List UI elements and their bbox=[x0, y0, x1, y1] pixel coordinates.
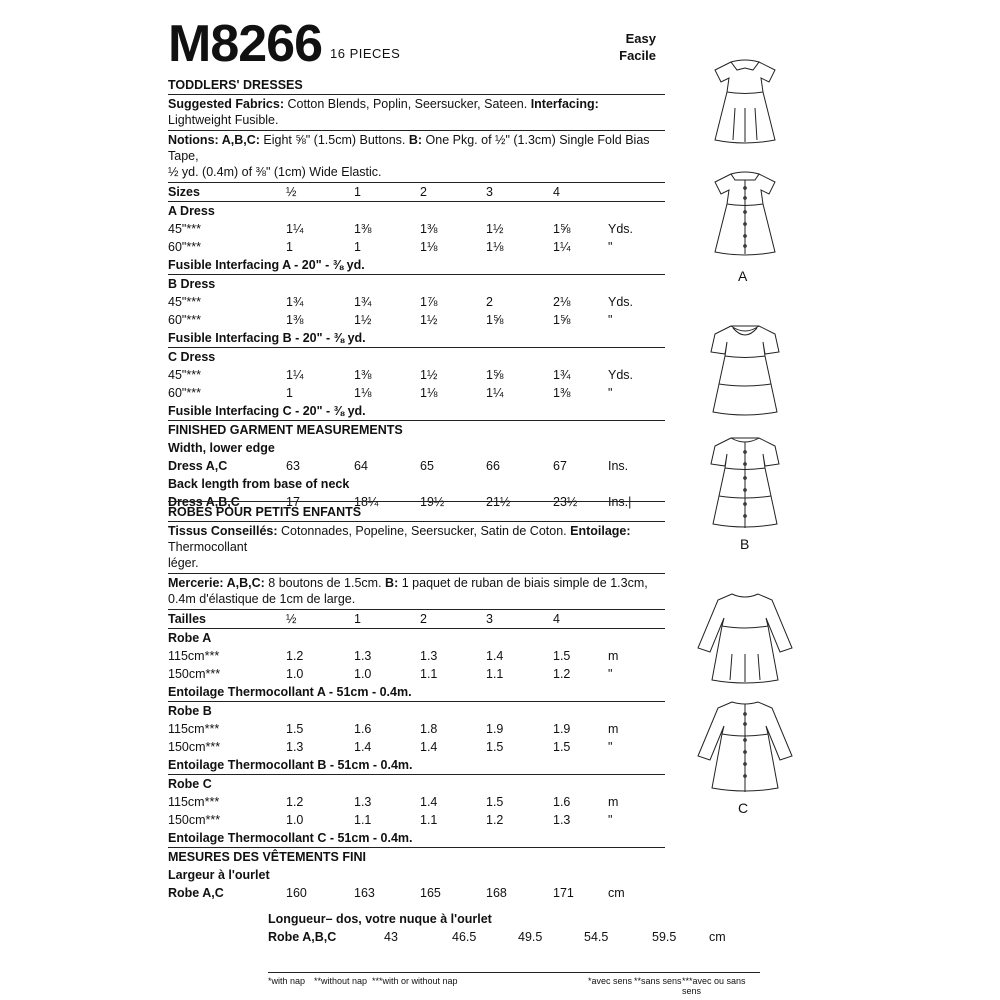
french-length-block bbox=[268, 910, 738, 946]
notions-block: Mercerie: A,B,C: 8 boutons de 1.5cm. B: 1 paquet de ruban de biais simple de 1.3cm, 0.4m d'élastique de 1cm de large. bbox=[168, 574, 665, 610]
sizes-header: Sizes ½ 1 2 3 4 bbox=[168, 183, 665, 202]
dress-c-back-illustration bbox=[690, 692, 800, 796]
dress-a-front-illustration bbox=[705, 48, 785, 148]
footnote-en-2: **without nap bbox=[314, 976, 368, 986]
footnote-fr-2: **sans sens bbox=[634, 976, 682, 986]
footnotes bbox=[268, 972, 760, 996]
french-section bbox=[168, 503, 665, 902]
width-row: Robe A,C 160 163 165 168 171 cm bbox=[168, 886, 625, 900]
footnote-en-3: ***with or without nap bbox=[372, 976, 458, 986]
dress-b-front-illustration bbox=[703, 312, 787, 422]
section-title: ROBES POUR PETITS ENFANTS bbox=[168, 503, 665, 522]
length-label: Back length from base of neck bbox=[168, 477, 350, 491]
view-name: Robe A bbox=[168, 631, 212, 645]
notions-block: Notions: A,B,C: Eight ⅝" (1.5cm) Buttons. B: One Pkg. of ½" (1.3cm) Single Fold Bias Tape, ½ yd. (0.4m) of ⅜" (1cm) Wide Elastic. bbox=[168, 131, 665, 183]
interfacing-row: Entoilage Thermocollant A - 51cm - 0.4m. bbox=[168, 683, 665, 702]
length-row: Dress A,B,C 17 18¼ 19½ 21½ 23½ Ins.| bbox=[168, 495, 632, 509]
dress-b-back-illustration bbox=[703, 424, 787, 534]
footnote-en-1: *with nap bbox=[268, 976, 306, 986]
yardage-row: 45"*** 1¾ 1¾ 1⅞ 2 2⅛ Yds. bbox=[168, 295, 634, 309]
yardage-row: 60"*** 1 1⅛ 1⅛ 1¼ 1⅜ " bbox=[168, 386, 613, 400]
view-name: Robe C bbox=[168, 777, 212, 791]
footnote-fr-3: ***avec ou sans sens bbox=[682, 976, 746, 996]
english-section bbox=[168, 76, 665, 511]
finished-title: MESURES DES VÊTEMENTS FINI bbox=[168, 850, 366, 864]
difficulty-level bbox=[600, 30, 656, 64]
view-label-a: A bbox=[738, 268, 748, 284]
length-label: Longueur– dos, votre nuque à l'ourlet bbox=[268, 912, 492, 926]
yardage-row: 60"*** 1⅜ 1½ 1½ 1⅝ 1⅝ " bbox=[168, 313, 613, 327]
yardage-row: 115cm*** 1.2 1.3 1.3 1.4 1.5 m bbox=[168, 649, 619, 663]
footnote-fr-1: *avec sens bbox=[588, 976, 633, 986]
yardage-row: 45"*** 1¼ 1⅜ 1½ 1⅝ 1¾ Yds. bbox=[168, 368, 634, 382]
fabrics-line: Suggested Fabrics: Cotton Blends, Poplin, Seersucker, Sateen. Interfacing: Lightweight Fusible. bbox=[168, 95, 665, 131]
sizes-header: Tailles ½ 1 2 3 4 bbox=[168, 610, 665, 629]
yardage-row: 150cm*** 1.0 1.0 1.1 1.1 1.2 " bbox=[168, 667, 613, 681]
fabrics-line: Tissus Conseillés: Cotonnades, Popeline, Seersucker, Satin de Coton. Entoilage: Thermocollant léger. bbox=[168, 522, 665, 574]
view-name: Robe B bbox=[168, 704, 212, 718]
interfacing-row: Fusible Interfacing B - 20" - ⅜ yd. bbox=[168, 329, 665, 348]
level-fr: Facile bbox=[619, 48, 656, 63]
yardage-row: 45"*** 1¼ 1⅜ 1⅜ 1½ 1⅝ Yds. bbox=[168, 222, 634, 236]
yardage-row: 150cm*** 1.3 1.4 1.4 1.5 1.5 " bbox=[168, 740, 613, 754]
view-name: B Dress bbox=[168, 277, 216, 291]
interfacing-row: Fusible Interfacing C - 20" - ⅜ yd. bbox=[168, 402, 665, 421]
interfacing-row: Fusible Interfacing A - 20" - ⅜ yd. bbox=[168, 256, 665, 275]
section-divider bbox=[168, 501, 665, 502]
yardage-row: 115cm*** 1.2 1.3 1.4 1.5 1.6 m bbox=[168, 795, 619, 809]
length-row: Robe A,B,C 43 46.5 49.5 54.5 59.5 cm bbox=[268, 930, 726, 944]
yardage-row: 150cm*** 1.0 1.1 1.1 1.2 1.3 " bbox=[168, 813, 613, 827]
view-label-b: B bbox=[740, 536, 750, 552]
level-en: Easy bbox=[625, 31, 656, 46]
yardage-row: 115cm*** 1.5 1.6 1.8 1.9 1.9 m bbox=[168, 722, 619, 736]
width-label: Largeur à l'ourlet bbox=[168, 868, 270, 882]
width-row: Dress A,C 63 64 65 66 67 Ins. bbox=[168, 459, 629, 473]
dress-c-front-illustration bbox=[690, 584, 800, 688]
view-name: C Dress bbox=[168, 350, 216, 364]
interfacing-row: Entoilage Thermocollant B - 51cm - 0.4m. bbox=[168, 756, 665, 775]
pattern-code: M8266 bbox=[168, 15, 322, 73]
yardage-row: 60"*** 1 1 1⅛ 1⅛ 1¼ " bbox=[168, 240, 613, 254]
view-name: A Dress bbox=[168, 204, 215, 218]
view-label-c: C bbox=[738, 800, 749, 816]
width-label: Width, lower edge bbox=[168, 441, 275, 455]
section-title: TODDLERS' DRESSES bbox=[168, 76, 665, 95]
finished-title: FINISHED GARMENT MEASUREMENTS bbox=[168, 423, 403, 437]
dress-a-back-illustration bbox=[705, 160, 785, 260]
interfacing-row: Entoilage Thermocollant C - 51cm - 0.4m. bbox=[168, 829, 665, 848]
pieces-count: 16 PIECES bbox=[330, 46, 401, 61]
